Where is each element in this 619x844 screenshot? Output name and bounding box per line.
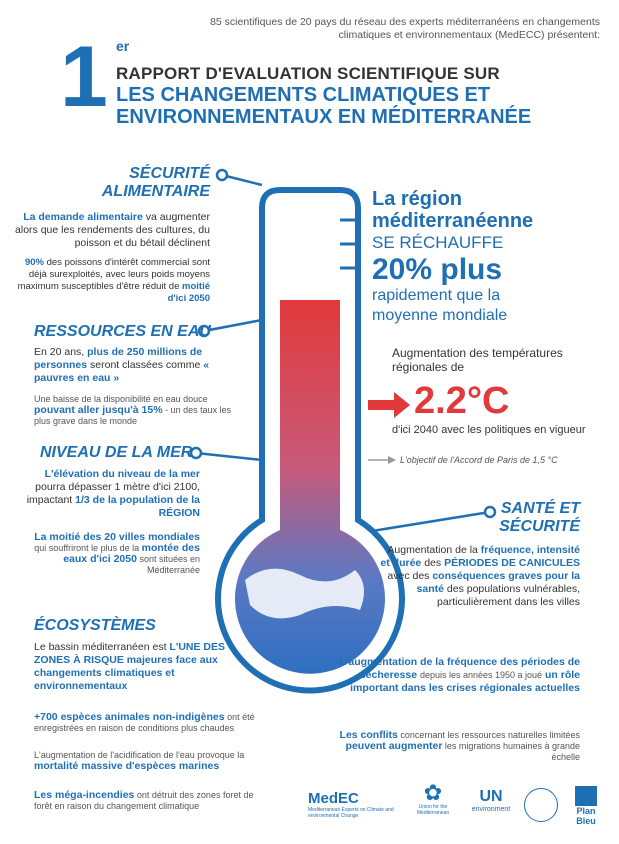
intro-text: 85 scientifiques de 20 pays du réseau des experts méditerranéens en changements climatiques et environnementaux (MedECC) présentent: <box>210 16 600 41</box>
drought-text: L'augmentation de la fréquence des périodes de sécheresse depuis les années 1950 a joué un rôle important dans les crises régionales actuelles <box>339 656 580 694</box>
section-title-sea-level: NIVEAU DE LA MER <box>40 444 193 461</box>
un-environment-logo: UN environment <box>471 788 511 813</box>
conflicts-text: Les conflits concernant les ressources naturelles limitées peuvent augmenter les migrations humaines à grande échelle <box>339 729 580 762</box>
medecc-logo: MedEC Mediterranean Experts on Climate and environmental Change <box>308 790 394 819</box>
sea-level-text: L'élévation du niveau de la mer pourra dépasser 1 mètre d'ici 2100, impactant 1/3 de la population de la RÉGION <box>26 468 200 519</box>
title-line-2: LES CHANGEMENTS CLIMATIQUES ET <box>116 84 491 106</box>
fish-text: 90% des poissons d'intérêt commercial sont déjà surexploités, avec leurs poids moyens maximum susceptibles d'être réduit de moitié d'ici 2050 <box>17 257 210 304</box>
section-title-food-security: SÉCURITÉ ALIMENTAIRE <box>101 165 210 200</box>
freshwater-text: Une baisse de la disponibilité en eau douce pouvant aller jusqu'à 15% - un des taux les plus grave dans le monde <box>34 394 232 426</box>
report-number: 1 <box>60 29 108 125</box>
report-number-suffix: er <box>116 38 130 54</box>
wildfires-text: Les méga-incendies ont détruit des zones foret de forêt en raison du changement climatique <box>34 789 254 811</box>
acidification-text: L'augmentation de l'acidification de l'eau provoque la mortalité massive d'espèces marines <box>34 750 245 772</box>
section-title-health: SANTÉ ET SÉCURITÉ <box>499 500 580 535</box>
paris-agreement-note: L'objectif de l'Accord de Paris de 1,5 °C <box>400 455 558 465</box>
temperature-label: Augmentation des températures régionales de <box>392 346 563 374</box>
cities-text: La moitié des 20 villes mondiales qui souffriront le plus de la montée des eaux d'ici 2050 sont situées en Méditerranée <box>34 531 200 575</box>
plan-bleu-logo: Plan Bleu <box>566 786 606 826</box>
temperature-value: 2.2°C <box>414 380 510 422</box>
food-demand-text: La demande alimentaire va augmenter alors que les rendements des cultures, du poisson et du bétail déclinent <box>15 211 210 249</box>
section-title-water: RESSOURCES EN EAU <box>34 323 211 340</box>
risk-zone-text: Le bassin méditerranéen est L'UNE DES ZONES À RISQUE majeures face aux changements climatiques et environnementaux <box>34 641 226 692</box>
title-line-1: RAPPORT D'EVALUATION SCIENTIFIQUE SUR <box>116 64 500 83</box>
invasive-species-text: +700 espèces animales non-indigènes ont été enregistrées en raison de conditions plus chaudes <box>34 711 255 733</box>
ufm-logo: ✿ Union for the Mediterranean <box>416 780 450 816</box>
water-poor-text: En 20 ans, plus de 250 millions de personnes seront classées comme « pauvres en eau » <box>34 346 210 384</box>
temperature-sub: d'ici 2040 avec les politiques en vigueur <box>392 424 586 436</box>
region-warming-block: La région méditerranéenne SE RÉCHAUFFE 20% plus rapidement que la moyenne mondiale <box>372 188 534 324</box>
title-line-3: ENVIRONNEMENTAUX EN MÉDITERRANÉE <box>116 106 532 128</box>
barcelona-convention-logo <box>524 788 558 822</box>
heatwave-text: Augmentation de la fréquence, intensité et durée des PÉRIODES DE CANICULES avec des conséquences graves pour la santé des populations vulnérables, particulièrement dans les villes <box>380 544 580 608</box>
section-title-ecosystems: ÉCOSYSTÈMES <box>34 617 156 634</box>
